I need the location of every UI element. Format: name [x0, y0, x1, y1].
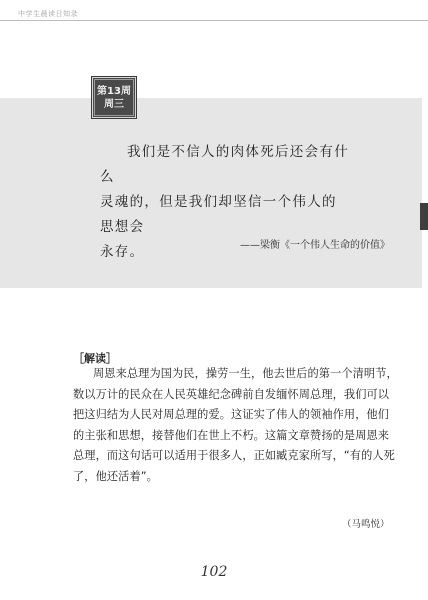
interpretation-line: 周恩来总理为国为民，操劳一生，他去世后的第一个清明节，: [93, 367, 398, 380]
interpretation-line: 把这归结为人民对周总理的爱。这证实了伟人的领袖作用，他们: [73, 408, 390, 421]
interpretation-line: 了，他还活着”。: [73, 469, 158, 483]
edge-tab-marker: [420, 203, 428, 230]
quote-line: 永存。: [100, 244, 145, 260]
seal-week: 第13周: [97, 85, 131, 97]
quote-line: 灵魂的，但是我们却坚信一个伟人的思想会: [100, 194, 337, 235]
interpretation-line: 总理，而这句话可以适用于很多人，正如臧克家所写，“有的人死: [73, 449, 395, 462]
header-divider: [0, 20, 428, 21]
interpretation-heading: ［解读］: [73, 352, 117, 365]
interpretation-line: 的主张和思想，接替他们在世上不朽。这篇文章赞扬的是周恩来: [73, 428, 390, 442]
interpretation-line: 数以万计的民众在人民英雄纪念碑前自发缅怀周总理，我们可以: [73, 387, 390, 401]
seal-day: 周三: [104, 98, 124, 110]
quote-line: 我们是不信人的肉体死后还会有什么: [100, 144, 349, 185]
week-day-seal: [91, 76, 137, 119]
page-number: 102: [200, 564, 228, 580]
quote-source: ——梁衡《一个伟人生命的价值》: [240, 240, 390, 251]
running-head: 中学生晨读日知录: [18, 10, 78, 18]
interpretation-body: [73, 364, 398, 487]
interpretation-attribution: （马鸣悦）: [342, 519, 390, 530]
